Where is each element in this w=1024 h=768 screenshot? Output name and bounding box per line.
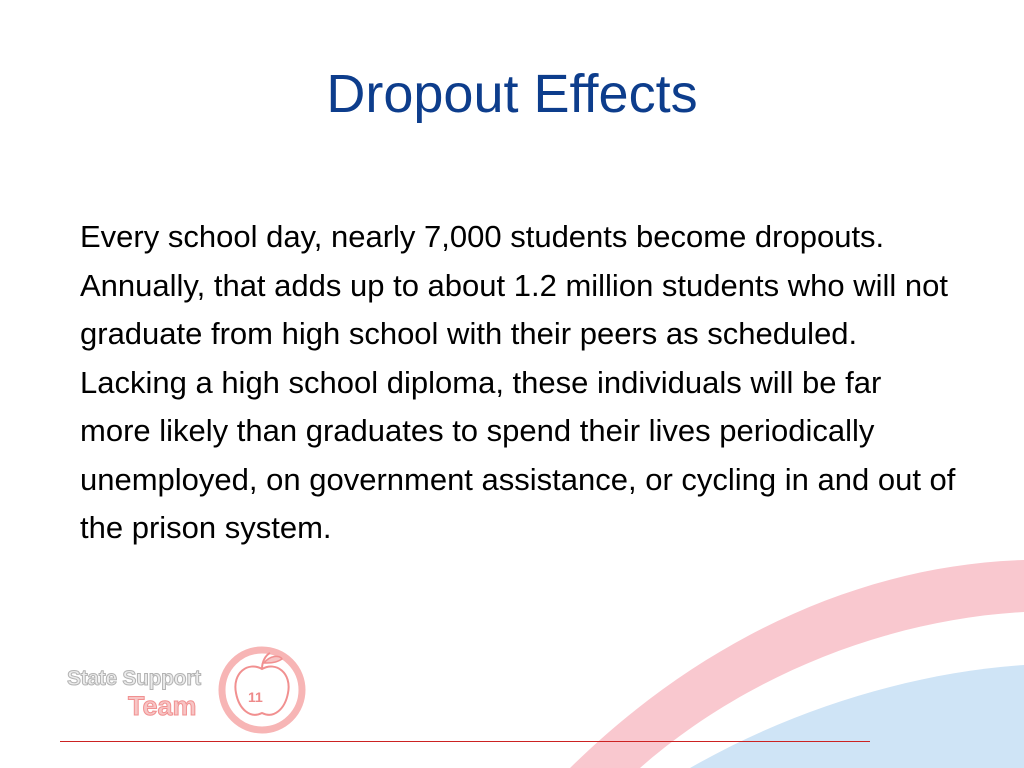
logo-number: 11 (248, 689, 263, 705)
state-support-team-logo (62, 645, 312, 735)
footer-divider (60, 741, 870, 742)
logo-text-team: Team (128, 691, 197, 721)
slide-title: Dropout Effects (326, 64, 698, 124)
slide-body-text: Every school day, nearly 7,000 students become dropouts. Annually, that adds up to about 1.2 million students who will not graduate from high school with their peers as scheduled. Lacking a high school diploma, these individuals will be far more likely than graduates to spend their lives periodically unemployed, on government assistance, or cycling in and out of the prison system. (80, 219, 956, 545)
logo-text-state-support: State Support (67, 667, 201, 690)
